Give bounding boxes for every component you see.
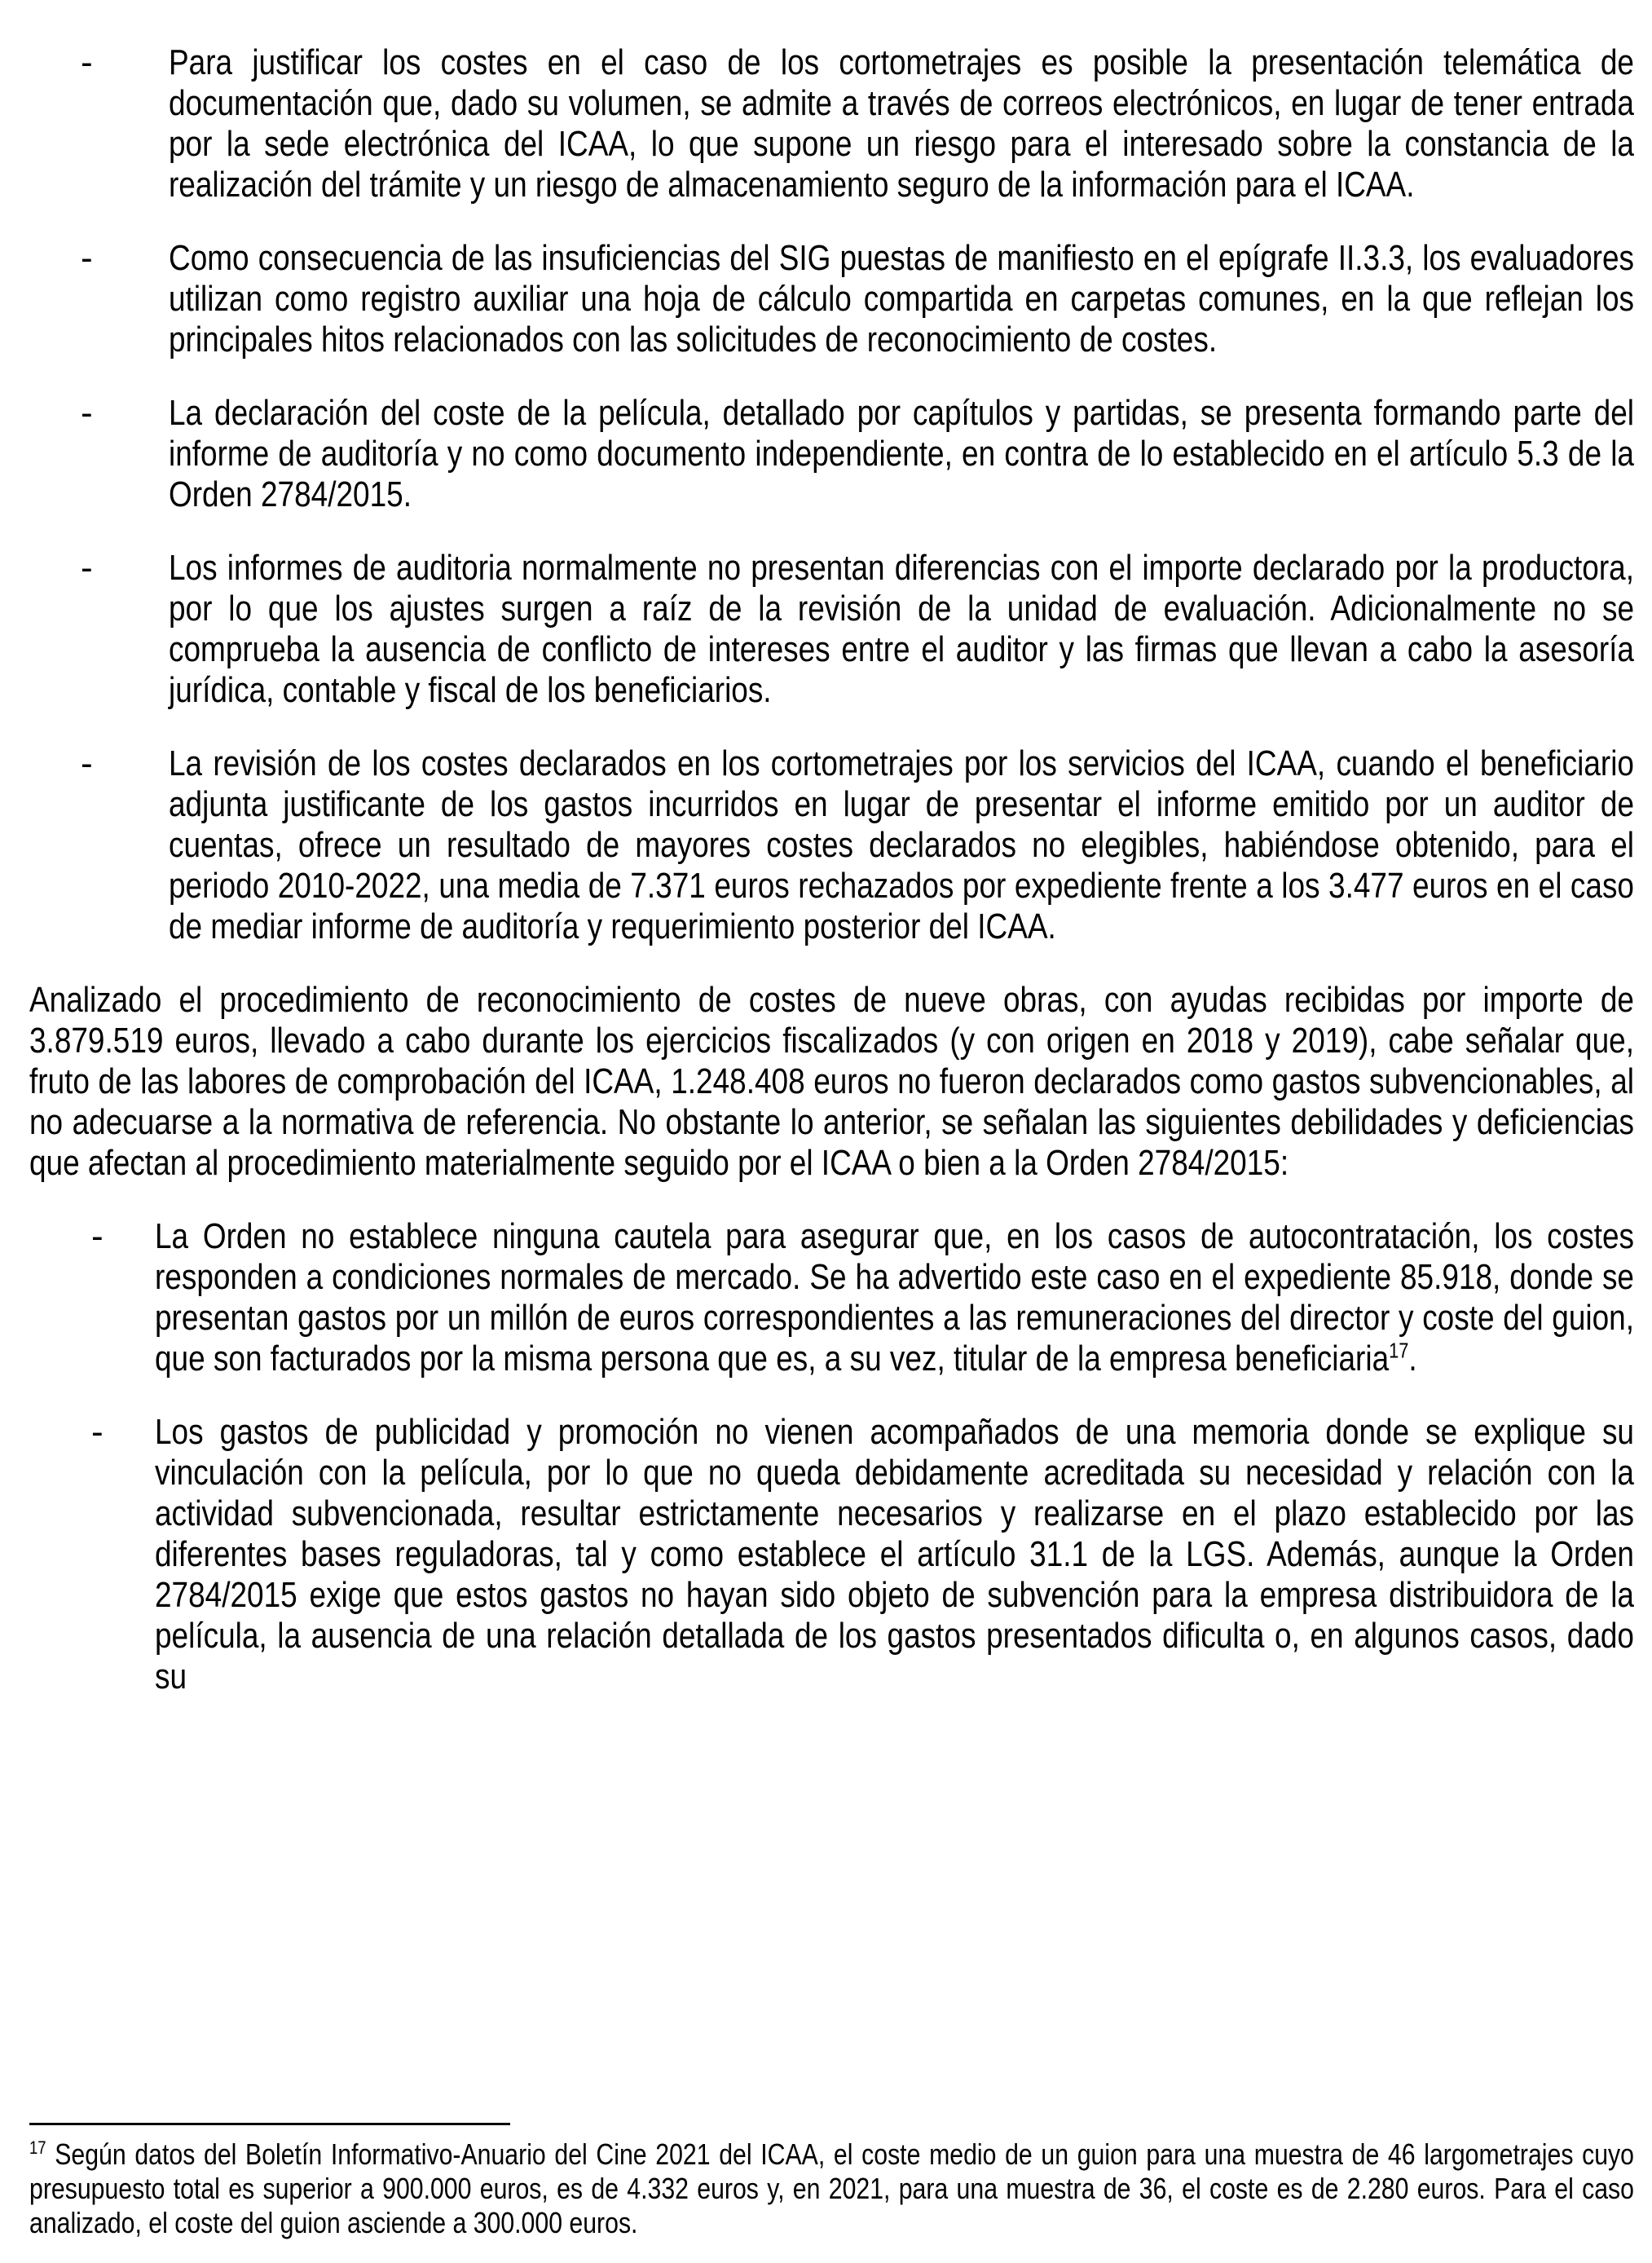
list-item [0, 1412, 1652, 1697]
bullet-dash: - [91, 1216, 104, 1256]
footnote-reference[interactable]: 17 [1389, 1338, 1409, 1363]
list-item [0, 42, 1652, 205]
document-page [0, 42, 1652, 1730]
bullet-dash: - [81, 238, 93, 278]
text-run: . [1408, 1339, 1417, 1379]
list-item-text: Los gastos de publicidad y promoción no vienen acompañados de una memoria donde se explique su vinculación con la película, por lo que no queda debidamente acreditada su necesidad y relación con la actividad subvencionada, resultar estrictamente necesarios y realizarse en el plazo establecido por las diferentes bases reguladoras, tal y como establece el artículo 31.1 de la LGS. Además, aunque la Orden 2784/2015 exige que estos gastos no hayan sido objeto de subvención para la empresa distribuidora de la película, la ausencia de una relación detallada de los gastos presentados dificulta o, en algunos casos, dado su [155, 1412, 1634, 1696]
list-item-text: La revisión de los costes declarados en los cortometrajes por los servicios del ICAA, cuando el beneficiario adjunta justificante de los gastos incurridos en lugar de presentar el informe emitido por un auditor de cuentas, ofrece un resultado de mayores costes declarados no elegibles, habiéndose obtenido, para el periodo 2010-2022, una media de 7.371 euros rechazados por expediente frente a los 3.477 euros en el caso de mediar informe de auditoría y requerimiento posterior del ICAA. [169, 743, 1634, 946]
list-item-text: La declaración del coste de la película, detallado por capítulos y partidas, se presenta formando parte del informe de auditoría y no como documento independiente, en contra de lo establecido en el artículo 5.3 de la Orden 2784/2015. [169, 393, 1634, 514]
text-run: La Orden no establece ninguna cautela para asegurar que, en los casos de autocontratación, los costes responden a condiciones normales de mercado. Se ha advertido este caso en el expediente 85.918, donde se presentan gastos por un millón de euros correspondientes a las remuneraciones del director y coste del guion, que son facturados por la misma persona que es, a su vez, titular de la empresa beneficiaria [155, 1216, 1634, 1379]
bullet-dash: - [91, 1412, 104, 1452]
list-item [0, 1216, 1652, 1379]
bullet-dash: - [81, 548, 93, 588]
body-paragraph [29, 980, 1634, 1184]
list-item-text [155, 1216, 1634, 1379]
list-item-text: Los informes de auditoria normalmente no presentan diferencias con el importe declarado por la productora, por lo que los ajustes surgen a raíz de la revisión de la unidad de evaluación. Adicionalmente no se comprueba la ausencia de conflicto de intereses entre el auditor y las firmas que llevan a cabo la asesoría jurídica, contable y fiscal de los beneficiarios. [169, 548, 1634, 710]
bullet-list-weaknesses [0, 42, 1652, 947]
footnote-number: 17 [29, 2137, 46, 2158]
list-item-text: Para justificar los costes en el caso de los cortometrajes es posible la presentación telemática de documentación que, dado su volumen, se admite a través de correos electrónicos, en lugar de tener entrada por la sede electrónica del ICAA, lo que supone un riesgo para el interesado sobre la constancia de la realización del trámite y un riesgo de almacenamiento seguro de la información para el ICAA. [169, 42, 1634, 205]
bullet-dash: - [81, 743, 93, 783]
list-item [0, 238, 1652, 360]
bullet-dash: - [81, 393, 93, 433]
list-item [0, 548, 1652, 711]
list-item-text: Como consecuencia de las insuficiencias del SIG puestas de manifiesto en el epígrafe II.3.3, los evaluadores utilizan como registro auxiliar una hoja de cálculo compartida en carpetas comunes, en la que reflejan los principales hitos relacionados con las solicitudes de reconocimiento de costes. [169, 238, 1634, 360]
footnote [29, 2137, 1634, 2240]
bullet-dash: - [81, 42, 93, 82]
bullet-list-deficiencies [0, 1216, 1652, 1697]
list-item [0, 393, 1652, 515]
paragraph-text: Analizado el procedimiento de reconocimiento de costes de nueve obras, con ayudas recibidas por importe de 3.879.519 euros, llevado a cabo durante los ejercicios fiscalizados (y con origen en 2018 y 2019), cabe señalar que, fruto de las labores de comprobación del ICAA, 1.248.408 euros no fueron declarados como gastos subvencionables, al no adecuarse a la normativa de referencia. No obstante lo anterior, se señalan las siguientes debilidades y deficiencias que afectan al procedimiento materialmente seguido por el ICAA o bien a la Orden 2784/2015: [29, 980, 1634, 1183]
footnote-body: Según datos del Boletín Informativo-Anuario del Cine 2021 del ICAA, el coste medio de un guion para una muestra de 46 largometrajes cuyo presupuesto total es superior a 900.000 euros, es de 4.332 euros y, en 2021, para una muestra de 36, el coste es de 2.280 euros. Para el caso analizado, el coste del guion asciende a 300.000 euros. [29, 2137, 1634, 2239]
list-item [0, 743, 1652, 947]
footnote-separator [29, 2123, 510, 2125]
footnote-text [29, 2137, 1634, 2240]
